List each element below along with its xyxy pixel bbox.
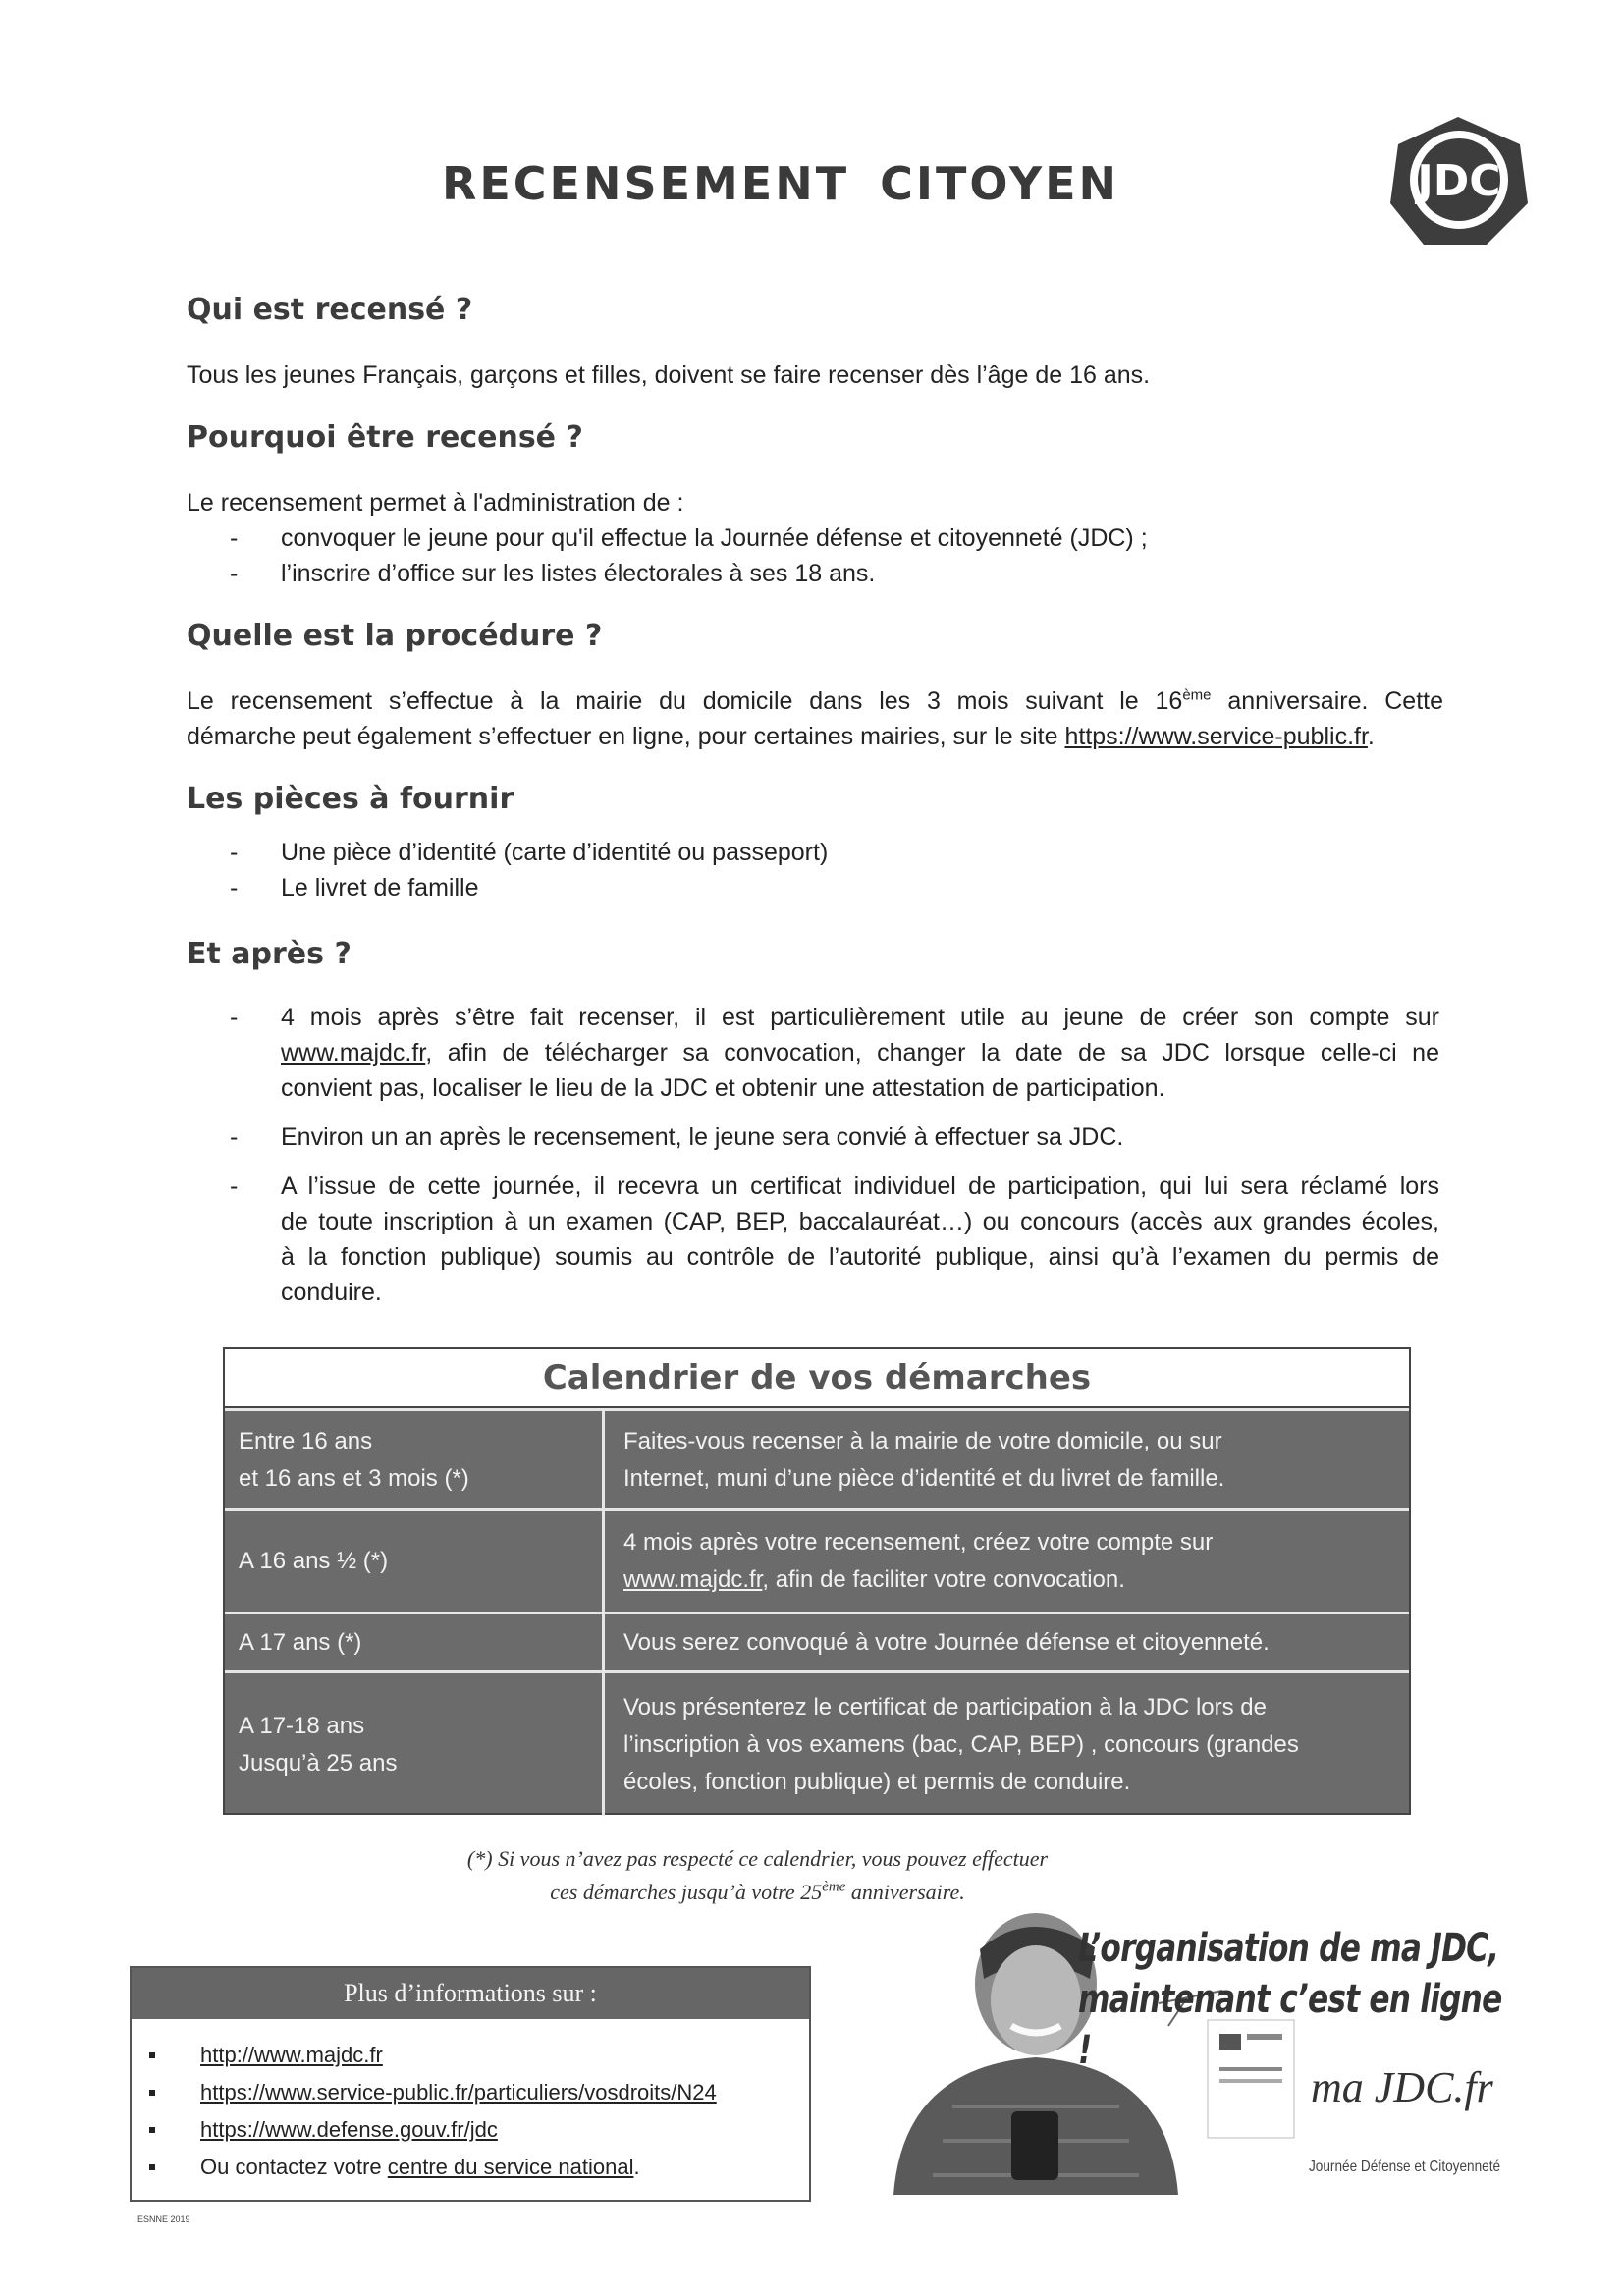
list-item: Ou contactez votre centre du service national. [132, 2149, 717, 2186]
list-item: - 4 mois après s’être fait recenser, il est particulièrement utile au jeune de créer son compte sur www.majdc.fr, afin de télécharger sa convocation, changer la date de sa JDC lorsque celle-ci ne convient pas, localiser le lieu de la JDC et obtenir une attestation de participation. [230, 1004, 1439, 1102]
link-defense[interactable]: https://www.defense.gouv.fr/jdc [200, 2117, 498, 2142]
paragraph-qui-est-recense: Tous les jeunes Français, garçons et filles, doivent se faire recenser dès l’âge de 16 ans. [187, 361, 1151, 389]
logo-text: JDC [1417, 156, 1501, 206]
promo-caption: Journée Défense et Citoyenneté [1309, 2159, 1501, 2175]
list-item [132, 2111, 717, 2149]
list-item: - Le livret de famille [230, 874, 479, 902]
majdc-link[interactable]: www.majdc.fr [281, 1039, 426, 1066]
list-et-apres [187, 1000, 1439, 1310]
promo-slogan: L’organisation de ma JDC, maintenant c’est en ligne ! [1078, 1926, 1502, 2073]
list-item [132, 2037, 717, 2074]
calendar-table [223, 1347, 1411, 1815]
list-pieces [187, 835, 828, 905]
link-majdc[interactable]: http://www.majdc.fr [200, 2043, 383, 2067]
list-item: - l’inscrire d’office sur les listes électorales à ses 18 ans. [230, 560, 876, 587]
heading-procedure: Quelle est la procédure ? [187, 619, 603, 653]
list-item: - Environ un an après le recensement, le jeune sera convié à effectuer sa JDC. [230, 1123, 1124, 1151]
list-item: - Une pièce d’identité (carte d’identité ou passeport) [230, 839, 829, 866]
heading-pieces: Les pièces à fournir [187, 782, 514, 816]
info-box [130, 1966, 811, 2202]
heading-pourquoi: Pourquoi être recensé ? [187, 420, 583, 455]
link-centre-service-national[interactable]: centre du service national [387, 2155, 634, 2179]
list-item [132, 2074, 717, 2111]
heading-qui-est-recense: Qui est recensé ? [187, 293, 473, 327]
document-code: ESNNE 2019 [137, 2214, 190, 2224]
table-row: A 17 ans (*) Vous serez convoqué à votre Journée défense et citoyenneté. [225, 1612, 1409, 1670]
info-links [132, 2037, 717, 2186]
majdc-brand: ma JDC.fr [1311, 2063, 1493, 2111]
service-public-link[interactable]: https://www.service-public.fr [1064, 723, 1368, 750]
table-row: A 17-18 ans Jusqu’à 25 ans Vous présenterez le certificat de participation à la JDC lors de l’inscription à vos examens (bac, CAP, BEP) , concours (grandes écoles, fonction publique) et permis de conduire. [225, 1670, 1409, 1816]
paragraph-pourquoi-intro: Le recensement permet à l'administration de : [187, 489, 684, 517]
table-row: A 16 ans ½ (*) 4 mois après votre recensement, créez votre compte sur www.majdc.fr, afin de faciliter votre convocation. [225, 1508, 1409, 1612]
page-title: RECENSEMENT CITOYEN [441, 157, 1120, 210]
list-pourquoi [187, 520, 1148, 591]
calendar-note: (*) Si vous n’avez pas respecté ce calendrier, vous pouvez effectuer ces démarches jusqu’à votre 25ème anniversaire. [466, 1846, 1049, 1904]
info-heading: Plus d’informations sur : [132, 1968, 809, 2019]
table-row: Entre 16 ans et 16 ans et 3 mois (*) Faites-vous recenser à la mairie de votre domicile, ou sur Internet, muni d’une pièce d’identité et du livret de famille. [225, 1408, 1409, 1508]
list-item: - convoquer le jeune pour qu'il effectue la Journée défense et citoyenneté (JDC) ; [230, 524, 1148, 552]
calendar-title: Calendrier de vos démarches [225, 1349, 1409, 1408]
list-item: - A l’issue de cette journée, il recevra un certificat individuel de participation, qui lui sera réclamé lors de toute inscription à un examen (CAP, BEP, baccalauréat…) ou concours (accès aux grandes écoles, à la fonction publique) soumis au contrôle de l’autorité publique, ainsi qu’à l’examen du permis de conduire. [230, 1173, 1439, 1306]
link-service-public[interactable]: https://www.service-public.fr/particuliers/vosdroits/N24 [200, 2080, 717, 2105]
majdc-link[interactable]: www.majdc.fr [623, 1566, 763, 1593]
jdc-logo [1384, 113, 1532, 250]
heading-et-apres: Et après ? [187, 937, 352, 971]
paragraph-procedure: Le recensement s’effectue à la mairie du domicile dans les 3 mois suivant le 16ème anniversaire. Cette démarche peut également s’effectuer en ligne, pour certaines mairies, sur le site https://www.service-public.fr. [187, 686, 1443, 750]
